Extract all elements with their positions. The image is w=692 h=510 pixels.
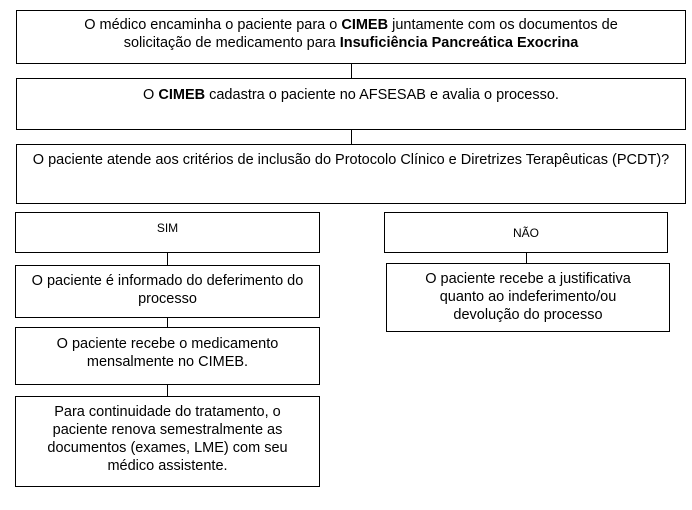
answer-nao-box xyxy=(384,212,668,253)
connector-1-2 xyxy=(351,64,352,78)
decision-criteria-text: O paciente atende aos critérios de inclusão do Protocolo Clínico e Diretrizes Terapêuticas (PCDT)? xyxy=(32,152,670,168)
nao-step-justification-text: O paciente recebe a justificativa quanto ao indeferimento/ou devolução do processo xyxy=(425,271,631,323)
answer-sim-box xyxy=(15,212,320,253)
nao-step-justification-box xyxy=(386,263,670,332)
step-referral-box xyxy=(16,10,686,64)
answer-sim-label: SIM xyxy=(156,221,179,235)
connector-nao-1 xyxy=(526,253,527,263)
step-referral-line-2: solicitação de medicamento para Insuficiência Pancreática Exocrina xyxy=(123,35,579,51)
sim-step-deferment-box xyxy=(15,265,320,318)
answer-nao-label: NÃO xyxy=(512,226,539,240)
decision-criteria-box xyxy=(16,144,686,204)
connector-sim-1 xyxy=(167,253,168,265)
step-referral-line-1: O médico encaminha o paciente para o CIMEB juntamente com os documentos de xyxy=(84,17,618,33)
connector-sim-2 xyxy=(167,318,168,327)
connector-2-3 xyxy=(351,130,352,144)
sim-step-medication-text: O paciente recebe o medicamento mensalmente no CIMEB. xyxy=(56,336,279,370)
sim-step-deferment-text: O paciente é informado do deferimento do processo xyxy=(31,273,304,307)
sim-step-renewal-box xyxy=(15,396,320,487)
sim-step-renewal-text: Para continuidade do tratamento, o paciente renova semestralmente as documentos (exames, LME) com seu médico assistente. xyxy=(47,404,288,474)
sim-step-medication-box xyxy=(15,327,320,385)
connector-sim-3 xyxy=(167,385,168,396)
step-register-text: O CIMEB cadastra o paciente no AFSESAB e avalia o processo. xyxy=(143,87,559,103)
step-register-box xyxy=(16,78,686,130)
